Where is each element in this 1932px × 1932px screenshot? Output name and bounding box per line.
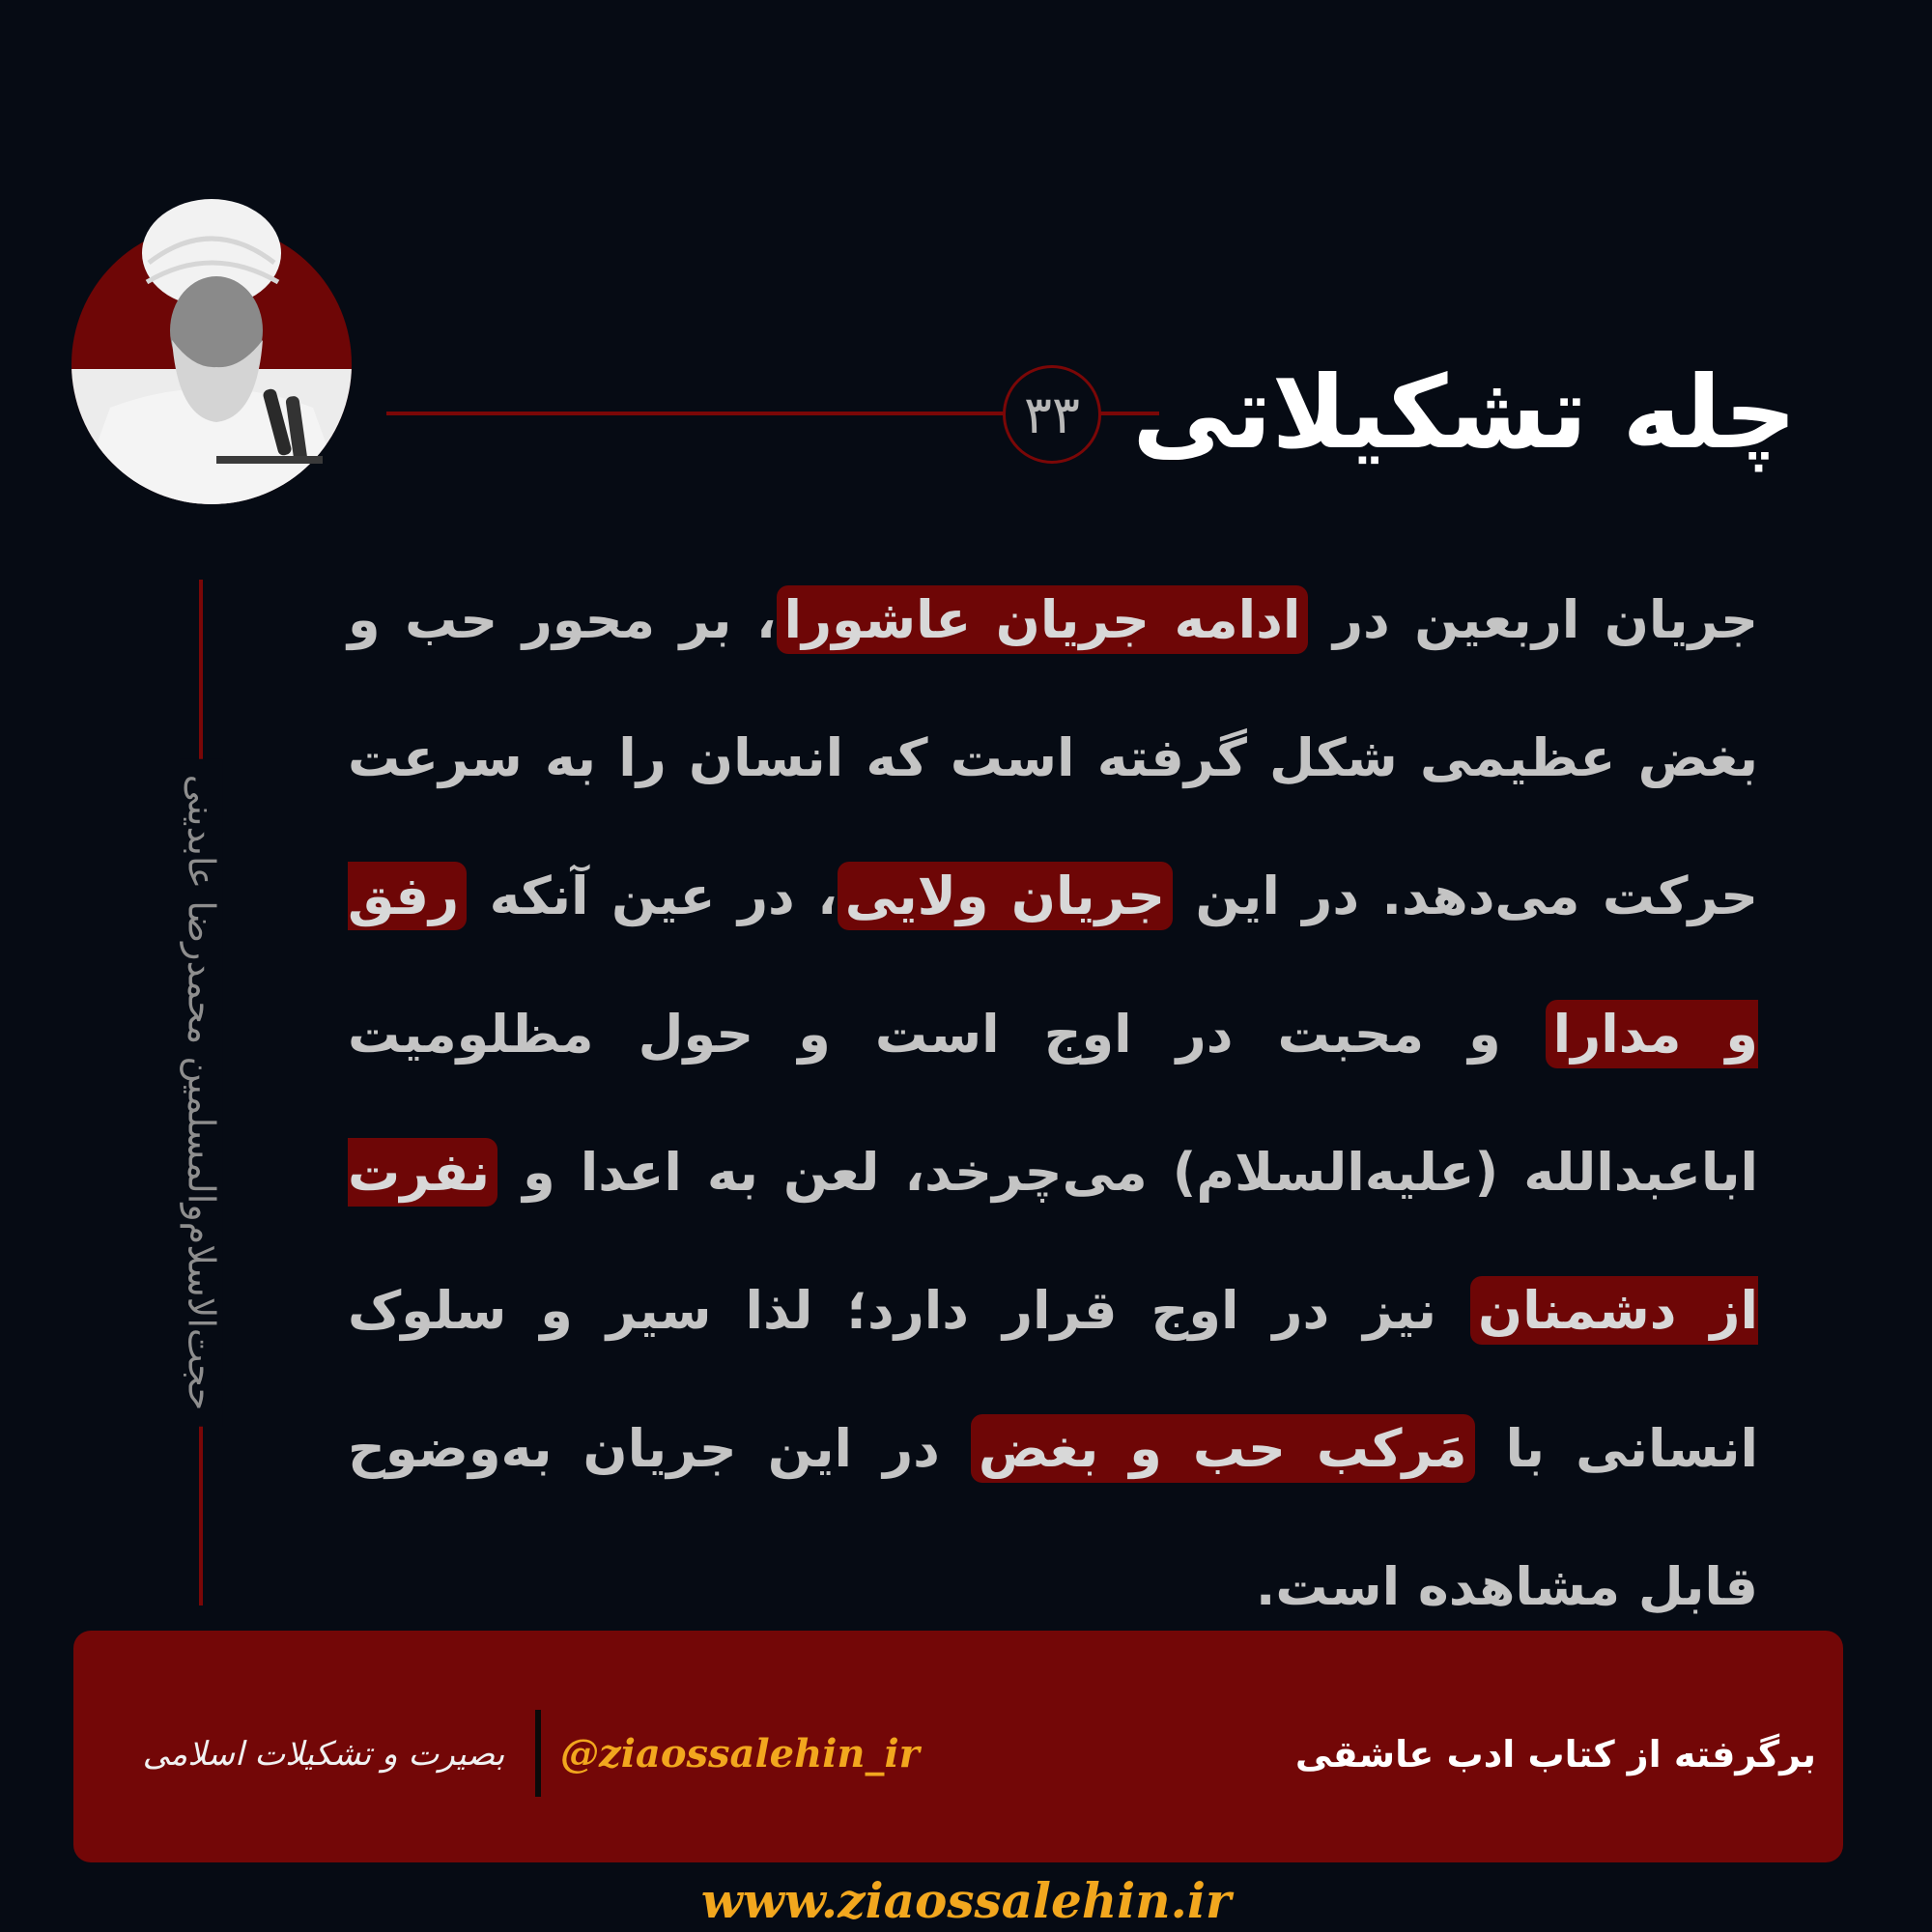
body-paragraph: [348, 551, 1759, 1617]
highlighted-phrase: نفرت از دشمنان: [348, 1138, 1758, 1345]
highlighted-phrase: جریان ولایی: [838, 862, 1173, 930]
body-text-segment: و محبت در اوج است و حول مظلومیت اباعبدالله (علیه‌السلام) می‌چرخد، لعن به اعدا و: [348, 1004, 1758, 1203]
highlighted-phrase: مَرکب حب و بغض: [971, 1414, 1475, 1483]
body-text-segment: ، بر محور حب و بغض عظیمی شکل گرفته است که انسان را به سرعت حرکت می‌دهد. در این: [348, 589, 1759, 926]
speaker-portrait: [71, 224, 352, 504]
website-link[interactable]: www.ziaossalehin.ir: [700, 1872, 1232, 1929]
highlighted-phrase: رفق و مدارا: [348, 862, 1758, 1068]
source-credit: برگرفته از کتاب ادب عاشقی: [1294, 1733, 1816, 1776]
page-title: چله تشکیلاتی: [1132, 354, 1797, 471]
slogan-calligraphy: بصیرت و تشکیلات اسلامی: [142, 1735, 505, 1774]
highlighted-phrase: ادامه جریان عاشورا: [777, 585, 1309, 654]
day-number-badge: ۳۳: [1003, 365, 1101, 464]
body-text-segment: جریان اربعین در: [1308, 589, 1758, 650]
social-handle[interactable]: @ziaossalehin_ir: [560, 1731, 920, 1776]
speaker-name: حجت‌الاسلام‌والمسلمین محمدرضا عابدینی: [180, 759, 222, 1427]
footer-separator: [535, 1710, 541, 1797]
speaker-name-container: [145, 580, 257, 1605]
body-text-segment: ، در عین آنکه: [467, 866, 838, 926]
body-text-segment: نیز در اوج قرار دارد؛ لذا سیر و سلوک انسانی با: [348, 1280, 1758, 1479]
speaker-photo-illustration: [71, 224, 352, 504]
body-text-segment: در این جریان به‌وضوح قابل مشاهده است.: [348, 1418, 1758, 1617]
